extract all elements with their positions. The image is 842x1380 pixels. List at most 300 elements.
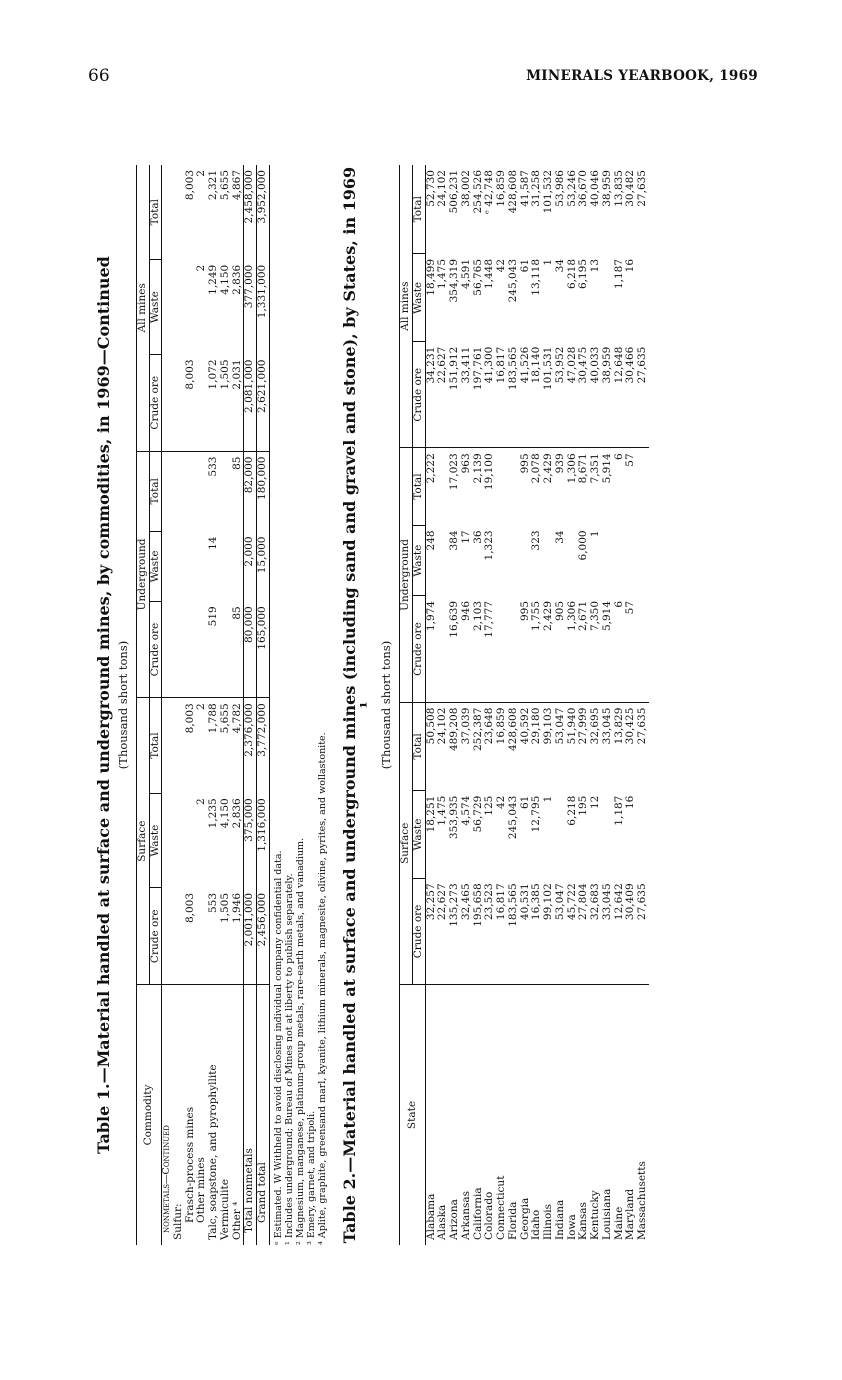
- table2-cell: 16,639: [449, 596, 461, 702]
- table2-cell: 23,648: [483, 707, 496, 745]
- table2-cell: [637, 525, 649, 596]
- table2-cell: 4,574: [459, 795, 472, 826]
- table2: [399, 165, 649, 1245]
- table2-cell: [637, 254, 649, 342]
- table2-cell: 151,912: [449, 342, 461, 448]
- table2-col-header: Waste: [412, 254, 425, 342]
- table2-row-label: Louisiana: [600, 1188, 613, 1240]
- table2-cell: 1,755: [531, 596, 543, 702]
- table2-cell: 195,658: [473, 878, 485, 984]
- table2-subtitle: (Thousand short tons): [379, 640, 394, 770]
- table2-cell: 2,103: [473, 596, 485, 702]
- table2-row: [496, 165, 508, 1245]
- table1-cell: 2: [195, 703, 208, 710]
- table2-cell: 32,695: [589, 707, 602, 745]
- table2-cell: 61: [518, 795, 531, 810]
- table1-cell: [185, 451, 197, 531]
- table1-cell: 180,000: [256, 456, 269, 500]
- table2-cell: 18,499: [424, 258, 437, 296]
- table2-row-label: Iowa: [565, 1214, 578, 1240]
- table1-cell: 8,003: [185, 355, 197, 452]
- table2-cell: 33,411: [461, 342, 473, 448]
- table2-cell: 32,257: [425, 878, 437, 984]
- table2-cell: 1,974: [425, 596, 437, 702]
- table1-col-header: Crude ore: [149, 888, 162, 985]
- table2-cell: 183,565: [508, 342, 520, 448]
- footnote: ⁴ Aplite, graphite, greensand marl, kyanite, lithium minerals, magnesite, olivine, pyrites, and wollastonite.: [316, 732, 328, 1245]
- table2-cell: 99,103: [542, 707, 555, 745]
- table1-cell: 2,836: [230, 264, 243, 295]
- table1-cell: 1,072: [208, 355, 220, 452]
- table1-cell: [232, 532, 244, 602]
- table1-cell: 3,952,000: [256, 170, 269, 224]
- table1-cell: 4,150: [218, 798, 231, 829]
- table2-row-label: Maine: [612, 1206, 625, 1240]
- table2-row-label: Alabama: [424, 1193, 437, 1240]
- table2-cell: 2,078: [530, 453, 543, 484]
- table2-cell: 428,608: [506, 707, 519, 752]
- table1-footnotes: [274, 165, 329, 1245]
- table2-cell: [508, 525, 520, 596]
- table2-cell: 22,627: [437, 342, 449, 448]
- table2-cell: 56,765: [471, 258, 484, 296]
- table1-cell: 553: [208, 888, 220, 985]
- table2-cell: 245,043: [506, 258, 519, 303]
- table1-cell: 3,772,000: [256, 703, 269, 757]
- table2-cell: 506,231: [448, 170, 461, 214]
- table1-row: [220, 165, 232, 1245]
- table2-cell: 6: [614, 596, 626, 702]
- table2-cell: 1: [589, 530, 602, 538]
- table2-cell: 13: [589, 258, 602, 273]
- table2-cell: [555, 791, 567, 879]
- table2-row-label: Arkansas: [459, 1190, 472, 1240]
- table2-col-header: Crude ore: [412, 342, 425, 448]
- table2-cell: 7,351: [589, 453, 602, 484]
- table2-cell: 30,475: [578, 342, 590, 448]
- table2-cell: 1,475: [436, 795, 449, 826]
- table2-cell: 13,118: [530, 258, 543, 296]
- table2-cell: 30,466: [625, 342, 637, 448]
- table1-cell: 1,235: [207, 798, 220, 829]
- table1-header-commodity: Commodity: [142, 1084, 155, 1146]
- table2-cell: 27,635: [636, 170, 649, 207]
- table2-cell: 40,033: [590, 342, 602, 448]
- table2-cell: 51,940: [565, 707, 578, 745]
- table2-row-label: Florida: [506, 1201, 519, 1240]
- table2-cell: [637, 791, 649, 879]
- table2-cell: 354,319: [448, 258, 461, 303]
- table2-cell: 183,565: [508, 878, 520, 984]
- table1-cell: [173, 601, 185, 698]
- table1-body: [162, 165, 270, 1245]
- table2-col-header: Crude ore: [412, 878, 425, 984]
- table2-cell: 1,187: [612, 258, 625, 290]
- table2-cell: 23,523: [484, 878, 496, 984]
- table2-row: [508, 165, 520, 1245]
- table2-cell: 34,231: [425, 342, 437, 448]
- table1-cell: 82,000: [243, 456, 256, 494]
- footnote: ² Magnesium, manganese, platinum-group metals, rare-earth metals, and vanadium.: [294, 837, 306, 1245]
- table1-cell: [185, 601, 197, 698]
- table2-cell: 27,999: [577, 707, 590, 745]
- table2-cell: 1,306: [565, 453, 578, 484]
- table1-cell: 14: [207, 536, 220, 550]
- table1-cell: 2,001,000: [244, 888, 257, 985]
- table2-cell: 2,139: [471, 453, 484, 484]
- table1-cell: [220, 601, 232, 698]
- footnote: ¹ Includes underground; Bureau of Mines not at liberty to publish separately.: [283, 873, 295, 1245]
- table2-row: [614, 165, 626, 1245]
- table2-row: [590, 165, 602, 1245]
- table2-group-surface: Surface: [400, 702, 413, 984]
- table1-col-header: Total: [149, 451, 162, 531]
- table2-cell: 34: [553, 258, 566, 273]
- table2-cell: 995: [520, 596, 532, 702]
- table2-cell: 24,102: [436, 707, 449, 745]
- rotated-content: [95, 165, 735, 1245]
- table2-row: [531, 165, 543, 1245]
- table2-cell: ᵉ 42,748: [483, 170, 496, 215]
- table1-row-label: Other mines: [195, 1157, 208, 1223]
- table2-cell: 1: [542, 795, 555, 803]
- table2-cell: 53,047: [553, 707, 566, 745]
- table2-col-header: Total: [412, 702, 425, 791]
- table2-cell: 6,218: [565, 795, 578, 826]
- table1-cell: [173, 532, 185, 602]
- table1-cell: 85: [232, 601, 244, 698]
- table2-row: [484, 165, 496, 1245]
- table2-row: [520, 165, 532, 1245]
- table2-cell: 36: [471, 530, 484, 544]
- table1-row-label: Sulfur:: [171, 1203, 184, 1240]
- table2-cell: 50,508: [424, 707, 437, 745]
- table1-cell: 2,081,000: [244, 355, 257, 452]
- table2-cell: 5,914: [602, 596, 614, 702]
- table2-cell: 6,000: [577, 530, 590, 561]
- table2-cell: 6: [612, 453, 625, 461]
- table2-cell: 101,532: [542, 170, 555, 214]
- table2-cell: 17: [459, 530, 472, 544]
- table2-row: [625, 165, 637, 1245]
- table2-cell: 1,187: [612, 795, 625, 826]
- table1-cell: 2,836: [230, 798, 243, 829]
- table1-cell: 2,031: [232, 355, 244, 452]
- table2-cell: 41,587: [518, 170, 531, 207]
- table2-row: [437, 165, 449, 1245]
- table1-cell: 8,003: [183, 703, 196, 734]
- table2-cell: 41,300: [484, 342, 496, 448]
- table1-row-label: Other ⁴: [230, 1201, 243, 1240]
- table2-row-label: Indiana: [553, 1199, 566, 1240]
- table1-cell: 85: [230, 456, 243, 470]
- table2-cell: 34: [553, 530, 566, 544]
- table2-body: [425, 165, 649, 1245]
- table2-cell: 30,409: [625, 878, 637, 984]
- table2-row-label: Colorado: [483, 1191, 496, 1240]
- table2-cell: 1: [542, 258, 555, 266]
- table2-cell: 36,670: [577, 170, 590, 207]
- table2-col-header: Waste: [412, 525, 425, 596]
- table1-cell: [220, 532, 232, 602]
- table2-cell: 16: [624, 795, 637, 810]
- table2-cell: [602, 254, 614, 342]
- table2-cell: 57: [625, 596, 637, 702]
- table2-cell: 946: [461, 596, 473, 702]
- running-title: MINERALS YEARBOOK, 1969: [526, 68, 758, 84]
- table2-cell: 16,385: [531, 878, 543, 984]
- table2-cell: 7,350: [590, 596, 602, 702]
- table2-row-label: Idaho: [530, 1209, 543, 1240]
- table2-cell: 19,100: [483, 453, 496, 491]
- table2-cell: 16: [624, 258, 637, 273]
- table2-cell: 1,306: [567, 596, 579, 702]
- table2-cell: 197,761: [473, 342, 485, 448]
- table2-cell: 38,959: [600, 170, 613, 207]
- table2-cell: 12,642: [614, 878, 626, 984]
- page-header: [88, 66, 758, 90]
- table1-col-header: Crude ore: [149, 355, 162, 452]
- table1-cell: 1,249: [207, 264, 220, 295]
- table1-cell: 2: [195, 170, 208, 177]
- table2-row: [425, 165, 437, 1245]
- table2-header-state: State: [405, 1100, 418, 1130]
- table1-cell: [173, 888, 185, 985]
- table2-cell: 6,218: [565, 258, 578, 290]
- table1-cell: 375,000: [243, 798, 256, 842]
- table1-cell: 533: [207, 456, 220, 477]
- table2-col-header: Crude ore: [412, 596, 425, 702]
- table1-cell: [185, 793, 197, 888]
- table2-col-header: Total: [412, 448, 425, 526]
- table1-col-header: Waste: [149, 532, 162, 602]
- table1-section-label: nonmetals—Continued: [161, 1125, 173, 1233]
- table1-cell: [173, 793, 185, 888]
- table2-cell: 30,425: [624, 707, 637, 745]
- table2-cell: [602, 791, 614, 879]
- table2-cell: 27,635: [636, 707, 649, 745]
- table2-row: [555, 165, 567, 1245]
- table2-row-label: Arizona: [448, 1199, 461, 1240]
- table1-title: Table 1.—Material handled at surface and underground mines, by commodities, in 1969—Continued: [94, 256, 113, 1154]
- table2-cell: 57: [624, 453, 637, 467]
- table1-cell: 80,000: [244, 601, 257, 698]
- table1-cell: [185, 260, 197, 355]
- table1: [136, 165, 270, 1245]
- table2-cell: 53,986: [553, 170, 566, 207]
- table1-row-label: Total nonmetals: [243, 1148, 256, 1233]
- table2-cell: 4,591: [459, 258, 472, 290]
- table2-cell: 101,531: [543, 342, 555, 448]
- table1-cell: 2: [195, 798, 208, 805]
- table1-cell: 5,655: [218, 170, 231, 201]
- table1-cell: 519: [208, 601, 220, 698]
- table2-cell: 42: [495, 795, 508, 810]
- table1-cell: 2: [195, 264, 208, 272]
- table1-cell: 2,456,000: [257, 888, 270, 985]
- table1-col-header: Crude ore: [149, 601, 162, 698]
- page-number: 66: [88, 66, 110, 86]
- table2-cell: 33,045: [602, 878, 614, 984]
- table1-group-underground: Underground: [136, 451, 149, 698]
- table2-row-label: Kentucky: [589, 1190, 602, 1240]
- table2-cell: 40,531: [520, 878, 532, 984]
- table1-row-label: Talc, soapstone, and pyrophyllite: [207, 1064, 220, 1240]
- table2-cell: 40,046: [589, 170, 602, 207]
- table1-cell: 8,003: [185, 888, 197, 985]
- table2-cell: 17,023: [448, 453, 461, 491]
- table2-cell: 22,627: [437, 878, 449, 984]
- table2-cell: 24,102: [436, 170, 449, 207]
- table2-cell: 38,002: [459, 170, 472, 207]
- table2-cell: 40,592: [518, 707, 531, 745]
- table1-cell: 165,000: [257, 601, 270, 698]
- table1-cell: [220, 451, 232, 531]
- table2-cell: 38,959: [602, 342, 614, 448]
- table2-cell: 5,914: [600, 453, 613, 484]
- table2-cell: 33,045: [600, 707, 613, 745]
- table2-cell: 29,180: [530, 707, 543, 745]
- table2-cell: 254,526: [471, 170, 484, 214]
- table2-cell: 245,043: [506, 795, 519, 840]
- table2-cell: 489,208: [448, 707, 461, 752]
- table1-cell: 2,621,000: [257, 355, 270, 452]
- table2-row: [449, 165, 461, 1245]
- table2-cell: 1,448: [483, 258, 496, 290]
- table2-row-label: California: [471, 1187, 484, 1240]
- table2-cell: [602, 525, 614, 596]
- table2-cell: 1,323: [483, 530, 496, 561]
- table2-cell: 30,482: [624, 170, 637, 207]
- table2-cell: 323: [530, 530, 543, 551]
- table2-cell: 27,635: [637, 342, 649, 448]
- footnote: ᵉ Estimated. W Withheld to avoid disclosing individual company confidential data.: [272, 850, 284, 1245]
- table2-row-label: Kansas: [577, 1202, 590, 1240]
- table1-cell: 15,000: [256, 536, 269, 574]
- table1-row: [232, 165, 244, 1245]
- table2-cell: [496, 448, 508, 526]
- table2-cell: [496, 596, 508, 702]
- table2-cell: [508, 448, 520, 526]
- table2-cell: [625, 525, 637, 596]
- table2-cell: [496, 525, 508, 596]
- table1-cell: 1,316,000: [256, 798, 269, 852]
- table1-row-label: Vermiculite: [218, 1179, 231, 1240]
- table2-cell: 13,835: [612, 170, 625, 207]
- table1-cell: [173, 165, 185, 260]
- footnote: ³ Emery, garnet, and tripoli.: [305, 1110, 317, 1245]
- table2-cell: 16,817: [496, 878, 508, 984]
- table1-cell: 1,946: [232, 888, 244, 985]
- table2-cell: 16,859: [495, 707, 508, 745]
- table1-cell: 2,000: [243, 536, 256, 567]
- table1-cell: 1,331,000: [256, 264, 269, 319]
- table2-cell: [508, 596, 520, 702]
- table2-cell: 125: [483, 795, 496, 816]
- table2-row-label: Connecticut: [495, 1175, 508, 1240]
- table1-cell: 2,376,000: [243, 703, 256, 757]
- table2-cell: 61: [518, 258, 531, 273]
- table2-cell: 2,222: [424, 453, 437, 484]
- table2-cell: 45,722: [567, 878, 579, 984]
- table1-row: [173, 165, 185, 1245]
- table1-cell: 1,505: [220, 355, 232, 452]
- table2-cell: 12,795: [530, 795, 543, 833]
- table1-row-label: Frasch-process mines: [183, 1106, 196, 1223]
- table2-cell: 31,258: [530, 170, 543, 207]
- table1-cell: 4,150: [218, 264, 231, 295]
- table1-row: [257, 165, 270, 1245]
- table2-row-label: Maryland: [624, 1188, 637, 1240]
- table2-cell: 135,273: [449, 878, 461, 984]
- table1-cell: 4,782: [230, 703, 243, 734]
- table1-subtitle: (Thousand short tons): [115, 640, 130, 770]
- table2-col-header: Waste: [412, 791, 425, 879]
- table2-cell: 13,829: [612, 707, 625, 745]
- table2-row: [637, 165, 649, 1245]
- table2-cell: 16,859: [495, 170, 508, 207]
- table1-group-surface: Surface: [136, 698, 149, 985]
- table2-cell: 53,047: [555, 878, 567, 984]
- table2-row: [567, 165, 579, 1245]
- table1-cell: 1,788: [207, 703, 220, 734]
- table2-cell: 2,429: [543, 596, 555, 702]
- table1-cell: 8,003: [183, 170, 196, 201]
- table1-cell: [173, 260, 185, 355]
- table2-row-label: Illinois: [542, 1203, 555, 1240]
- table2-cell: 18,140: [531, 342, 543, 448]
- table1-cell: 1,505: [220, 888, 232, 985]
- table2-cell: 1,475: [436, 258, 449, 290]
- table2-cell: 53,952: [555, 342, 567, 448]
- table2-cell: 37,039: [459, 707, 472, 745]
- table1-row-label: Grand total: [256, 1162, 269, 1223]
- table2-cell: 995: [518, 453, 531, 474]
- table1-col-header: Total: [149, 165, 162, 260]
- table2-cell: 32,465: [461, 878, 473, 984]
- table2-row: [543, 165, 555, 1245]
- table1-col-header: Waste: [149, 793, 162, 888]
- table1-group-all: All mines: [136, 165, 149, 451]
- table2-cell: 428,608: [506, 170, 519, 214]
- table2-group-all: All mines: [400, 165, 413, 448]
- table2-cell: 939: [553, 453, 566, 474]
- table2-cell: 99,102: [543, 878, 555, 984]
- table2-cell: 8,671: [577, 453, 590, 484]
- table2-cell: 18,251: [424, 795, 437, 833]
- table1-row: [244, 165, 257, 1245]
- table2-row-label: Massachusetts: [636, 1161, 649, 1240]
- table2-row-label: Georgia: [518, 1197, 531, 1240]
- table1-cell: 5,655: [218, 703, 231, 734]
- table2-cell: 195: [577, 795, 590, 816]
- table2-cell: 47,028: [567, 342, 579, 448]
- table1-cell: 4,867: [230, 170, 243, 201]
- table2-cell: 248: [424, 530, 437, 551]
- table2-cell: 12: [589, 795, 602, 810]
- table1-col-header: Total: [149, 698, 162, 793]
- table1-cell: [173, 451, 185, 531]
- table2-cell: 12,648: [614, 342, 626, 448]
- table2-cell: 905: [555, 596, 567, 702]
- table2-title: Table 2.—Material handled at surface and underground mines (including sand and gravel and stone), by States, in 1969 ¹: [339, 166, 377, 1244]
- table2-cell: 32,683: [590, 878, 602, 984]
- table2-cell: 27,804: [578, 878, 590, 984]
- table2-cell: 16,817: [496, 342, 508, 448]
- table2-cell: 17,777: [484, 596, 496, 702]
- table2-cell: 384: [448, 530, 461, 551]
- table1-col-header: Waste: [149, 260, 162, 355]
